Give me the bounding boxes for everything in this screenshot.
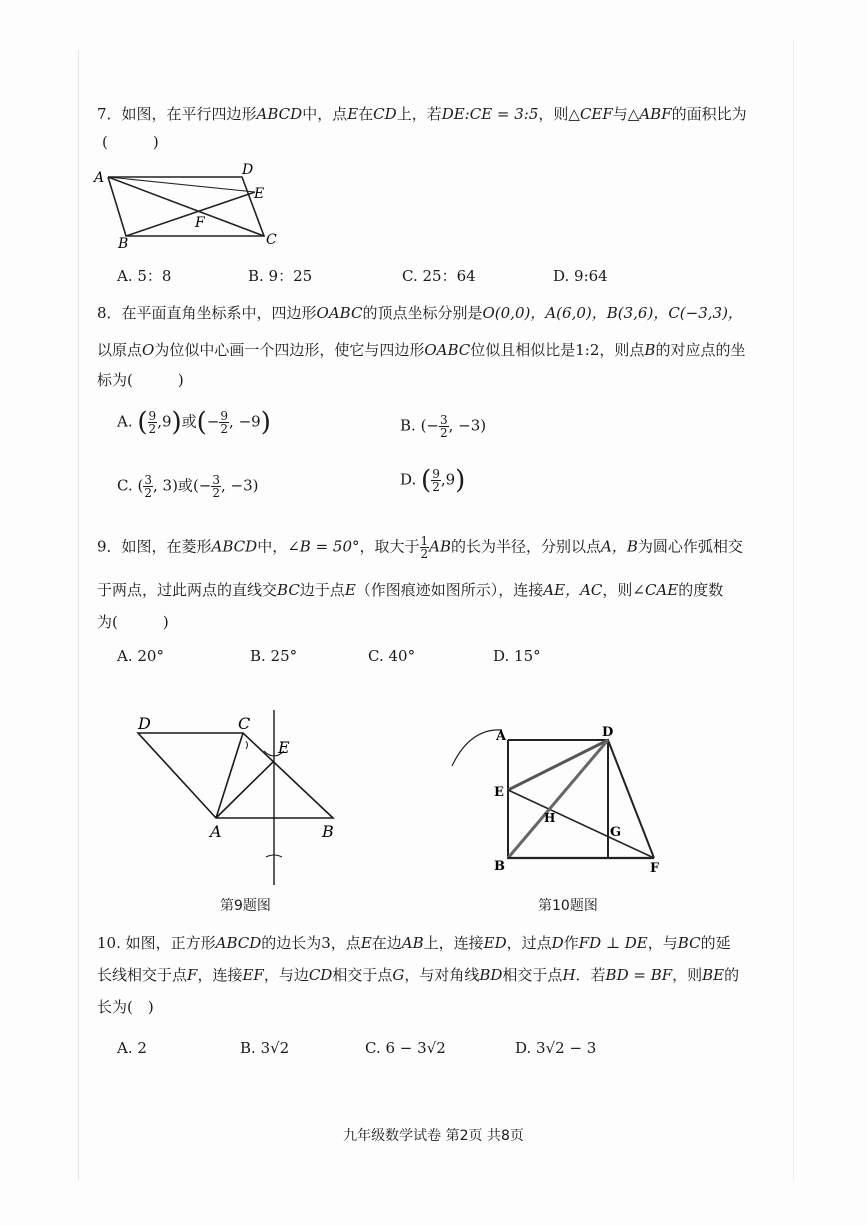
q9-line-1: 9．如图，在菱形ABCD中，∠B = 50°，取大于 $\frac{1}{2}$ AB的长为半径，分别以点A，B为圆心作弧相交 bbox=[97, 534, 743, 561]
q10-label-g: G bbox=[610, 825, 622, 840]
q7-answer-paren: ( ) bbox=[102, 133, 159, 151]
q10-figure bbox=[440, 718, 670, 883]
q9-label-c: C bbox=[238, 714, 251, 733]
page-edge-right bbox=[793, 40, 794, 1180]
q7-option-b[interactable]: B. 9：25 bbox=[248, 267, 313, 285]
q7-label-a: A bbox=[94, 170, 105, 186]
q10-diag-bd bbox=[508, 740, 608, 858]
q10-label-f: F bbox=[650, 861, 660, 876]
q9-label-a: A bbox=[210, 822, 222, 841]
q10-label-d: D bbox=[602, 725, 614, 740]
q10-label-a: A bbox=[496, 729, 507, 744]
page-edge-left bbox=[78, 50, 79, 1180]
q8-line-2: 以原点O为位似中心画一个四边形，使它与四边形OABC位似且相似比是1:2，则点B的对应点的坐 bbox=[97, 341, 746, 359]
q7-label-c: C bbox=[266, 232, 277, 248]
q10-line-1: 10. 如图，正方形ABCD的边长为3，点E在边AB上，连接ED，过点D作FD ⊥ DE，与BC的延 bbox=[97, 934, 731, 952]
q7-option-c[interactable]: C. 25：64 bbox=[402, 267, 476, 285]
q7-seg-be bbox=[126, 192, 255, 236]
q10-figure-caption: 第10题图 bbox=[538, 898, 598, 914]
q8-option-c[interactable]: C. ( $\frac{3}{2}$ , 3)或(− $\frac{3}{2}$ , −3) bbox=[117, 473, 259, 500]
q7-option-d[interactable]: D. 9:64 bbox=[553, 267, 608, 285]
q10-option-b[interactable]: B. 3√2 bbox=[240, 1039, 290, 1057]
q9-line-3: 为( ) bbox=[97, 613, 169, 631]
q9-figure-caption: 第9题图 bbox=[220, 898, 271, 914]
q9-label-b: B bbox=[322, 822, 334, 841]
q10-option-d[interactable]: D. 3√2 − 3 bbox=[515, 1039, 597, 1057]
q7-label-e: E bbox=[254, 186, 265, 202]
q10-label-e: E bbox=[494, 785, 504, 800]
q7-option-a[interactable]: A. 5：8 bbox=[117, 267, 172, 285]
q10-label-b: B bbox=[494, 859, 505, 874]
q9-option-b[interactable]: B. 25° bbox=[250, 647, 298, 665]
q8-option-b[interactable]: B. (− $\frac{3}{2}$ , −3) bbox=[400, 413, 487, 440]
q9-label-d: D bbox=[138, 714, 151, 733]
q7-label-b: B bbox=[118, 236, 129, 252]
q10-option-c[interactable]: C. 6 − 3√2 bbox=[365, 1039, 446, 1057]
q10-arc bbox=[452, 730, 502, 766]
q8-line-1: 8．在平面直角坐标系中，四边形OABC的顶点坐标分别是O(0,0)，A(6,0)，B(3,6)，C(−3,3)， bbox=[97, 304, 743, 322]
q10-label-h: H bbox=[544, 811, 556, 825]
q7-figure bbox=[92, 160, 292, 252]
q9-option-a[interactable]: A. 20° bbox=[117, 647, 164, 665]
page-footer: 九年级数学试卷 第2页 共8页 bbox=[343, 1128, 524, 1144]
q9-label-e: E bbox=[278, 738, 290, 757]
q7-label-f: F bbox=[195, 215, 205, 231]
q7-diag-ac bbox=[108, 177, 264, 236]
q9-option-d[interactable]: D. 15° bbox=[493, 647, 541, 665]
q9-arc-mark bbox=[246, 741, 248, 749]
q10-line-3: 长为( ) bbox=[97, 998, 154, 1016]
q8-option-a[interactable]: A. ( $\frac{9}{2}$ ,9)或(− $\frac{9}{2}$ , −9) bbox=[117, 407, 271, 438]
q9-figure bbox=[128, 705, 358, 890]
q8-line-3: 标为( ) bbox=[97, 371, 184, 389]
q9-rhombus bbox=[138, 733, 333, 818]
q9-line-2: 于两点，过此两点的直线交BC边于点E（作图痕迹如图所示），连接AE，AC，则∠CAE的度数 bbox=[97, 581, 724, 599]
q10-option-a[interactable]: A. 2 bbox=[117, 1039, 147, 1057]
q9-option-c[interactable]: C. 40° bbox=[368, 647, 416, 665]
q7-stem: 7．如图，在平行四边形ABCD中，点E在CD上，若DE:CE = 3:5，则△CEF与△ABF的面积比为 bbox=[97, 105, 747, 123]
q10-line-2: 长线相交于点F，连接EF，与边CD相交于点G，与对角线BD相交于点H．若BD = BF，则BE的 bbox=[97, 966, 740, 984]
q10-seg-ed bbox=[508, 740, 608, 790]
q7-label-d: D bbox=[242, 162, 254, 178]
q8-option-d[interactable]: D. ( $\frac{9}{2}$ ,9) bbox=[400, 465, 466, 496]
